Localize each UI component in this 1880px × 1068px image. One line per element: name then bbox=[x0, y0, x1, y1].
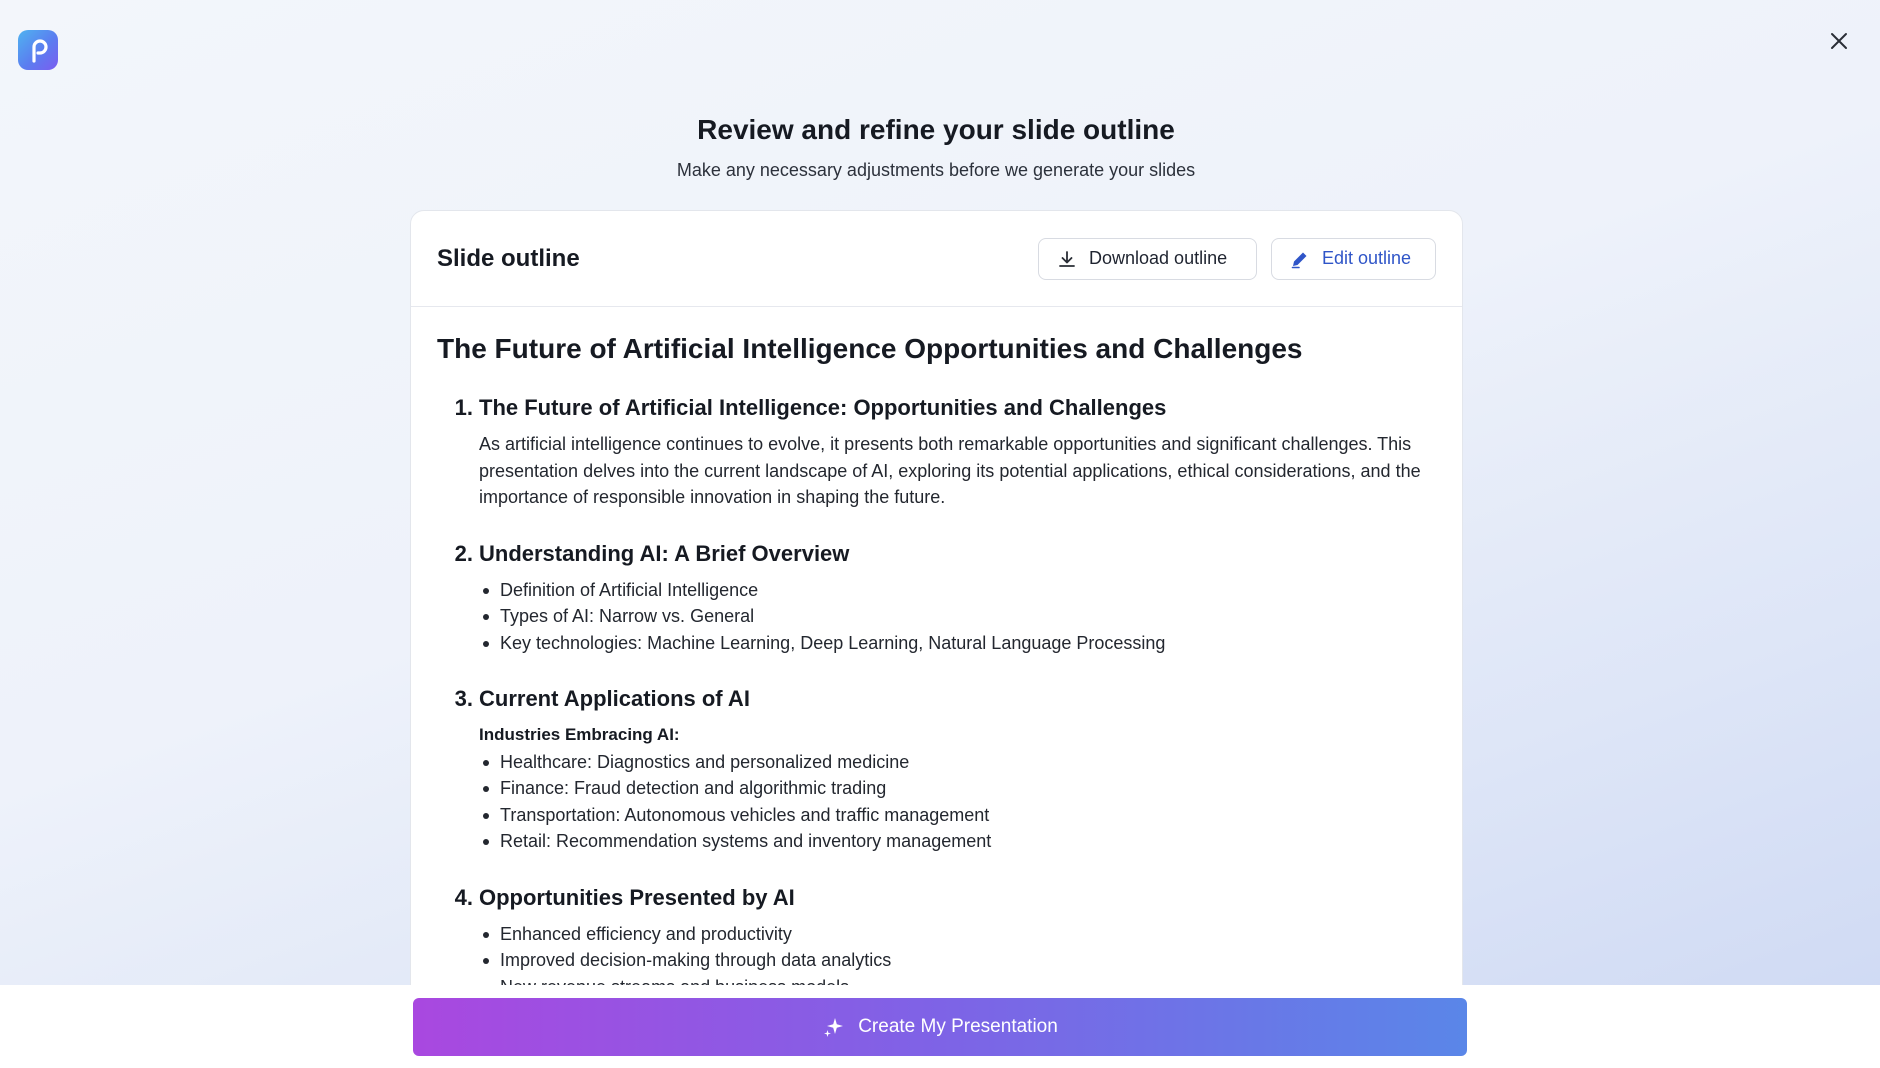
section-number: 1. bbox=[454, 395, 473, 420]
outline-body bbox=[411, 307, 1462, 1000]
section-title: Opportunities Presented by AI bbox=[479, 884, 795, 910]
bullet-list bbox=[479, 749, 1436, 855]
pencil-icon bbox=[1290, 249, 1310, 269]
section-sublabel: Industries Embracing AI: bbox=[479, 725, 680, 744]
list-item: Enhanced efficiency and productivity bbox=[479, 921, 1436, 948]
edit-outline-button[interactable] bbox=[1271, 238, 1436, 280]
close-icon bbox=[1830, 32, 1848, 50]
sparkle-icon bbox=[822, 1015, 846, 1039]
list-item: Types of AI: Narrow vs. General bbox=[479, 603, 1436, 630]
section-number: 3. bbox=[454, 686, 473, 711]
outline-section-2 bbox=[437, 541, 1436, 657]
section-title: The Future of Artificial Intelligence: Opportunities and Challenges bbox=[479, 395, 1167, 420]
logo-p-icon bbox=[25, 36, 51, 64]
bullet-list bbox=[479, 577, 1436, 657]
section-number: 2. bbox=[454, 540, 473, 566]
list-item: Finance: Fraud detection and algorithmic trading bbox=[479, 775, 1436, 802]
download-outline-label: Download outline bbox=[1089, 248, 1228, 268]
download-outline-button[interactable] bbox=[1038, 238, 1257, 280]
list-item: Transportation: Autonomous vehicles and traffic management bbox=[479, 802, 1436, 829]
page-title: Review and refine your slide outline bbox=[697, 114, 1175, 145]
section-heading bbox=[437, 885, 1436, 911]
outline-section-1 bbox=[437, 395, 1436, 511]
section-heading bbox=[437, 686, 1436, 712]
header-actions bbox=[1038, 238, 1436, 280]
card-header bbox=[411, 211, 1462, 307]
create-presentation-button[interactable] bbox=[413, 998, 1467, 1056]
edit-outline-label: Edit outline bbox=[1322, 248, 1412, 268]
section-heading bbox=[437, 395, 1436, 421]
outline-title: The Future of Artificial Intelligence Opportunities and Challenges bbox=[437, 333, 1303, 364]
section-number: 4. bbox=[454, 884, 473, 910]
app-logo[interactable] bbox=[18, 30, 58, 70]
download-icon bbox=[1057, 249, 1077, 269]
card-title: Slide outline bbox=[437, 244, 580, 272]
section-title: Understanding AI: A Brief Overview bbox=[479, 540, 850, 566]
outline-card bbox=[410, 210, 1463, 1010]
section-heading bbox=[437, 541, 1436, 567]
section-paragraph: As artificial intelligence continues to evolve, it presents both remarkable opportunities and significant challenges. This presentation delves into the current landscape of AI, exploring its potential applications, ethical considerations, and the importance of responsible innovation in shaping the future. bbox=[479, 434, 1421, 507]
create-presentation-label: Create My Presentation bbox=[858, 1016, 1058, 1037]
page-subtitle: Make any necessary adjustments before we generate your slides bbox=[676, 160, 1196, 180]
list-item: Improved decision-making through data analytics bbox=[479, 947, 1436, 974]
list-item: Definition of Artificial Intelligence bbox=[479, 577, 1436, 604]
list-item: Retail: Recommendation systems and inventory management bbox=[479, 828, 1436, 855]
outline-section-3 bbox=[437, 686, 1436, 855]
outline-section-4 bbox=[437, 885, 1436, 1001]
section-title: Current Applications of AI bbox=[479, 686, 750, 711]
close-button[interactable] bbox=[1826, 28, 1852, 54]
list-item: Key technologies: Machine Learning, Deep Learning, Natural Language Processing bbox=[479, 630, 1436, 657]
list-item: Healthcare: Diagnostics and personalized medicine bbox=[479, 749, 1436, 776]
